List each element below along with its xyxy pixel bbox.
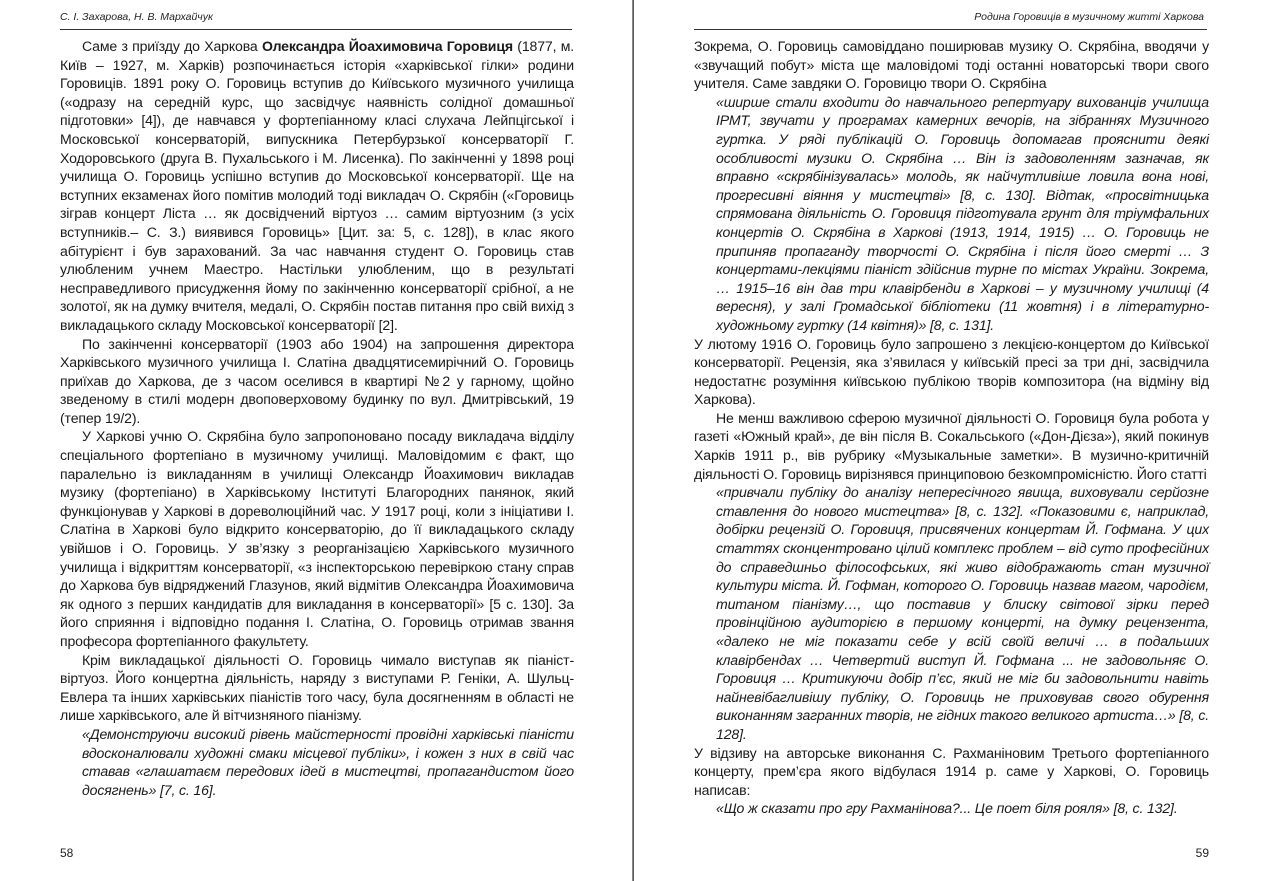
left-page-body <box>60 37 574 799</box>
page-number-right: 59 <box>1195 846 1209 860</box>
header-rule-right <box>694 29 1207 30</box>
header-rule-left <box>60 29 572 30</box>
paragraph-text: (1877, м. Київ – 1927, м. Харків) розпочинається історія «харківської гілки» родини Горовиців. 1891 року О. Горовиць вступив до Київського музичного училища («одразу на середній курс, що засвідчує наявність солідної домашньої підготовки» [4]), де навчався у фортепіанному класі слухача Лейпцігської і Московської консерваторій, випускника Петербурзької консерваторії Г. Ходоровського (друга В. Пухальського і М. Лисенка). По закінченні у 1898 році училища О. Горовиць успішно вступив до Московської консерваторії. Ще на вступних екзаменах його помітив молодий тоді викладач О. Скрябін («Горовиць зіграв концерт Ліста … як досвідчений віртуоз … самим віртуозним (з усіх вступників.– С. З.) виявився Горовиць» [Цит. за: 5, с. 128]), в клас якого абітурієнт і був зарахований. За час навчання студент О. Горовиць став улюбленим учнем Маестро. Настільки улюбленим, що в результаті несправедливого присудження йому по закінченню консерваторії срібної, а не золотої, як на думку вчителя, медалі, О. Скрябін постав питання про свій вихід з викладацького складу Московської консерваторії [2]. <box>60 38 574 333</box>
paragraph: Не менш важливою сферою музичної діяльності О. Горовиця була робота у газеті «Южный край», де він після В. Сокальського («Дон-Дієза»), який покинув Харків 1911 р., вів рубрику «Музыкальные заметки». В музично-критичній діяльності О. Горовиць вирізнявся принциповою безкомпромісністю. Його статті <box>694 409 1209 482</box>
block-quote: «привчали публіку до аналізу непересічного явища, виховували серйозне ставлення до нового мистецтва» [8, с. 132]. «Показовими є, наприклад, добірки рецензій О. Горовиця, присвячених концертам Й. Гофмана. У цих статтях сконцентровано цілий комплекс проблем – від суто професійних до справедшньо філософських, які живо відображають стан музичної культури міста. Й. Гофман, которого О. Горовиць назвав магом, чародієм, титаном піанізму…, що поставив у блиску світової зірки перед провінційною аудиторією в першому концерті, на думку рецензента, «далеко не міг показати себе у всій своїй величі … в подальших клавірбендах … Четвертий виступ Й. Гофмана ... не задовольняє О. Горовиця … Критикуючи добір п’єс, який не міг би задовольнити навіть найневібагливішу публіку, О. Горовиць не приховував свого обурення виконанням загранних творів, не гідних такого великого артиста…» [8, с. 128]. <box>716 484 1209 742</box>
paragraph: Зокрема, О. Горовиць самовіддано поширював музику О. Скрябіна, вводячи у «звучащий побут» міста ще маловідомі тоді останні новаторські твори свого учителя. Саме завдяки О. Горовицю твори О. Скрябіна <box>694 38 1209 92</box>
paragraph: Крім викладацької діяльності О. Горовиць чимало виступав як піаніст-віртуоз. Його концертна діяльність, наряду з виступами Р. Геніки, А. Шульц-Евлера та інших харківських піаністів того часу, була досягненням в області не лише харківського, але й вітчизняного піанізму. <box>60 651 574 724</box>
paragraph <box>60 37 574 335</box>
paragraph: У відзиву на авторське виконання С. Рахманіновим Третього фортепіанного концерту, прем’єра якого відбулася 1914 р. саме у Харкові, О. Горовиць написав: <box>694 744 1209 798</box>
left-page <box>0 0 633 881</box>
page-number-left: 58 <box>60 846 74 860</box>
paragraph: У Харкові учню О. Скрябіна було запропоновано посаду викладача відділу спеціального фортепіано в музичному училищі. Маловідомим є факт, що паралельно із викладанням в училищі Олександр Йоахимович викладав музику (фортепіано) в Харківському Інституті Благородних панянок, який функціонував у Харкові в дореволюційний час. У 1917 році, коли з ініціативи І. Слатіна в Харкові було відкрито консерваторію, до її викладацького складу увійшов і О. Горовиць. У зв’язку з реорганізацією Харківського музичного училища і відкриттям консерваторії, «з інспекторською перевіркою стану справ до Харкова був відряджений Глазунов, який відмітив Олександра Йоахимовича як одного з перших кандидатів для викладання в консерваторії» [5 с. 130]. За його сприяння і відповідно подання І. Слатіна, О. Горовиць отримав звання професора фортепіанного факультету. <box>60 428 574 649</box>
running-head-left: С. І. Захарова, Н. В. Мархайчук <box>60 11 213 23</box>
running-head-right: Родина Горовиців в музичному житті Харкова <box>974 11 1204 23</box>
right-page-body <box>694 37 1209 818</box>
bold-name: Олександра Йоахимовича Горовиця <box>261 38 513 54</box>
paragraph: По закінченні консерваторії (1903 або 1904) на запрошення директора Харківського музичного училища І. Слатіна двадцятисемирічний О. Горовиць приїхав до Харкова, де з часом оселився в квартирі №2 у гарному, щойно зведеному в стилі модерн двоповерховому будинку по вул. Дмитрівський, 19 (тепер 19/2). <box>60 335 574 426</box>
paragraph: У лютому 1916 О. Горовиць було запрошено з лекцією-концертом до Київської консерваторії. Рецензія, яка з’явилася у київській пресі за три дні, засвідчила недостатнє розуміння київською публікою творів композитора (на відміну від Харкова). <box>694 335 1209 408</box>
right-page <box>634 0 1267 881</box>
block-quote: «Що ж сказати про гру Рахманінова?... Це поет біля рояля» [8, с. 132]. <box>716 800 1178 817</box>
block-quote: «Демонструючи високий рівень майстерності провідні харківські піаністи вдосконалювали художні смаки місцевої публіки», і кожен з них в свій час ставав «глашатаєм передових ідей в мистецтві, пропагандистом його досягнень» [7, с. 16]. <box>82 725 574 798</box>
block-quote: «ширше стали входити до навчального репертуару вихованців училища ІРМТ, звучати у програмах камерних вечорів, на зібраннях Музичного гуртка. У ряді публікацій О. Горовиць допомагав прояснити деякі особливості музики О. Скрябіна … Він із задоволенням зазначав, як вправно «скрябінізувалась» молодь, як найчутливіше ловила вона нові, прогресивні віяння у мистецтві» [8, с. 130]. Відтак, «просвітницька спрямована діяльність О. Горовиця підготувала грунт для тріумфальних концертів О. Скрябіна в Харкові (1913, 1914, 1915) … О. Горовиць не припиняв пропаганду творчості О. Скрябіна і після його смерті … З концертами-лекціями піаніст здійснив турне по містах України. Зокрема, … 1915–16 він дав три клавірбенди в Харкові – у музичному училищі (4 вересня), у залі Громадської бібліотеки (11 жовтня) і в літературно-художньому гуртку (14 квітня)» [8, с. 131]. <box>716 93 1209 333</box>
paragraph-text: Саме з приїзду до Харкова <box>82 38 262 54</box>
